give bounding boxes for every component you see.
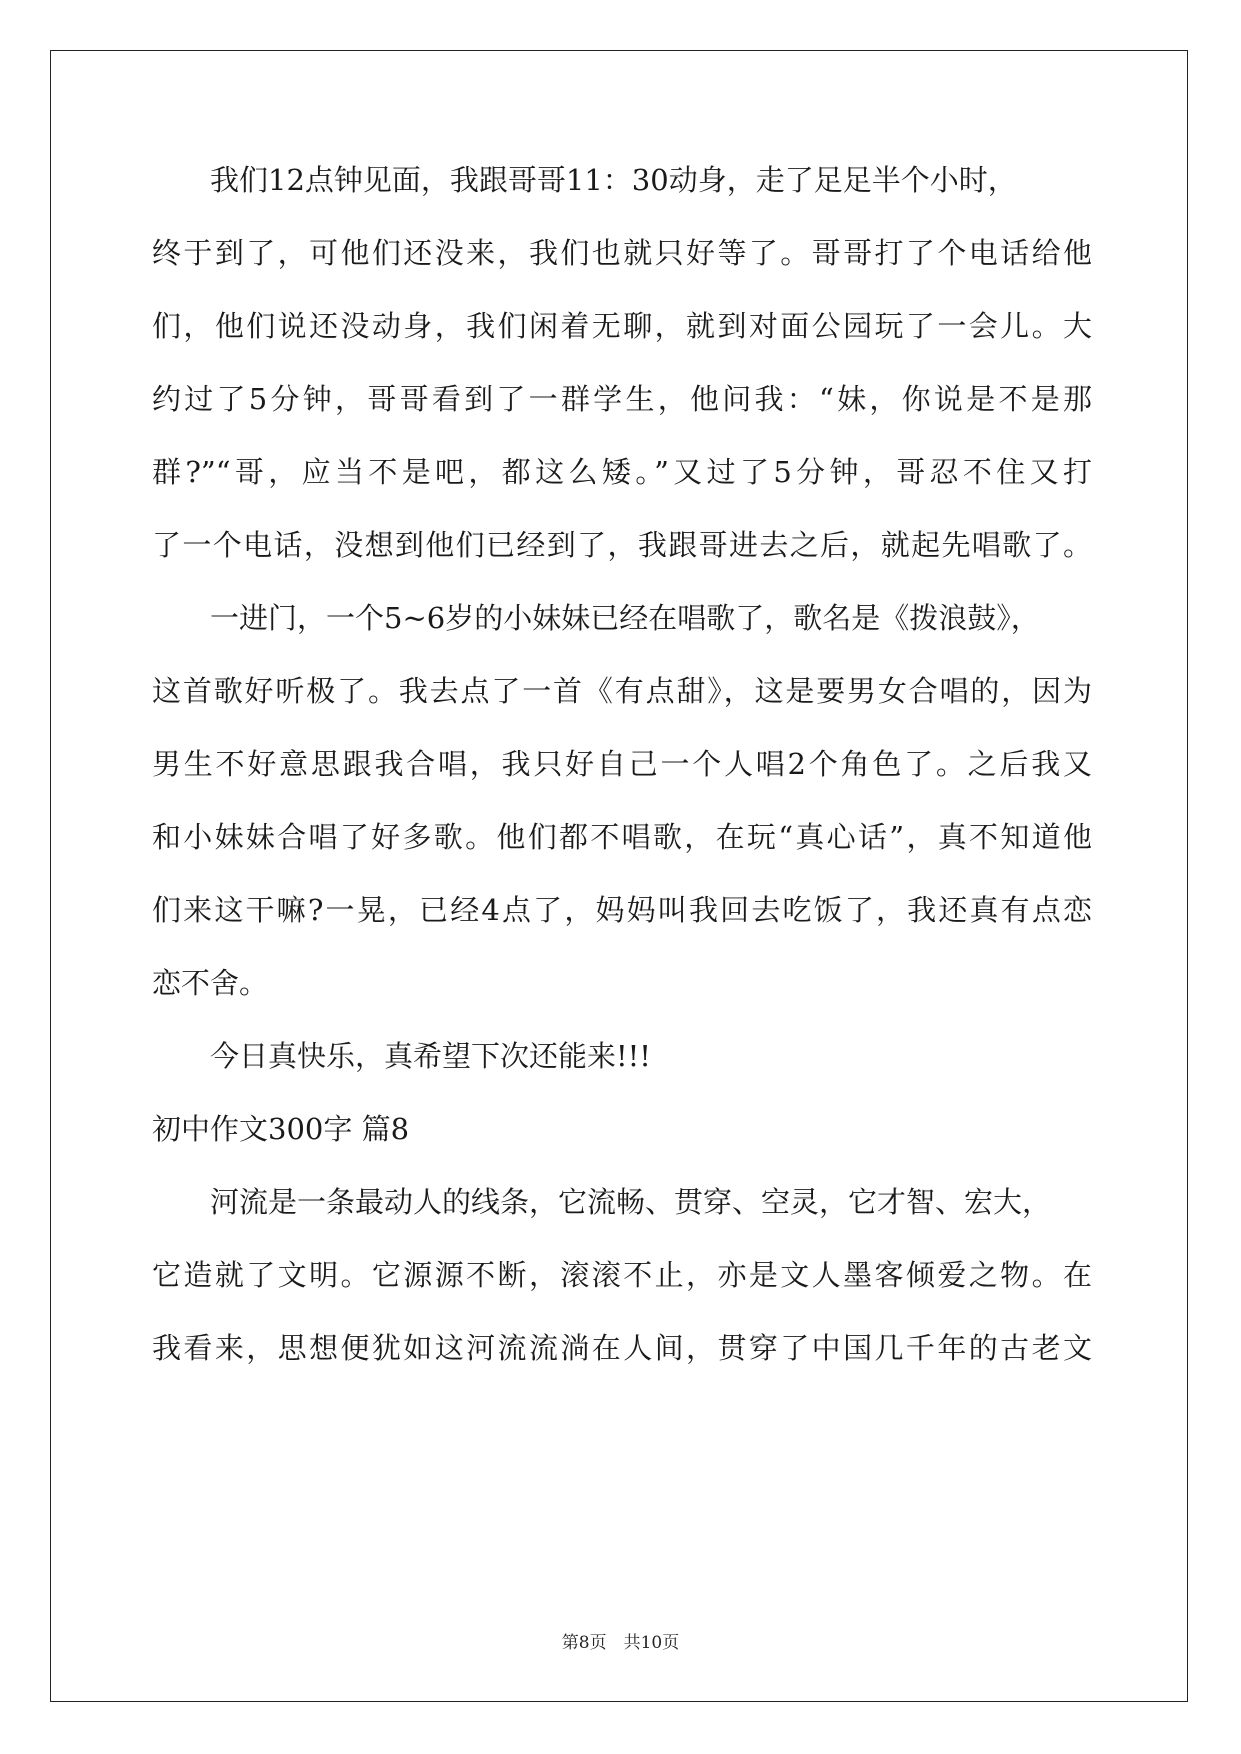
paragraph-line: 今日真快乐，真希望下次还能来!!! (210, 1039, 651, 1073)
paragraph-line: 我们12点钟见面，我跟哥哥11：30动身，走了足足半个小时， (210, 163, 1017, 197)
paragraph-line: 一进门，一个5~6岁的小妹妹已经在唱歌了，歌名是《拨浪鼓》， (210, 601, 1040, 635)
paragraph-line: 们，他们说还没动身，我们闲着无聊，就到对面公园玩了一会儿。大 (152, 309, 1092, 343)
paragraph-line: 了一个电话，没想到他们已经到了，我跟哥进去之后，就起先唱歌了。 (152, 528, 1092, 562)
page-number-footer: 第8页 共10页 (561, 1633, 680, 1653)
paragraph-line: 终于到了，可他们还没来，我们也就只好等了。哥哥打了个电话给他 (152, 236, 1092, 270)
paragraph-line: 和小妹妹合唱了好多歌。他们都不唱歌，在玩“真心话”，真不知道他 (152, 820, 1092, 854)
section-heading: 初中作文300字 篇8 (152, 1112, 410, 1146)
paragraph-line: 它造就了文明。它源源不断，滚滚不止，亦是文人墨客倾爱之物。在 (152, 1258, 1092, 1292)
paragraph-line: 河流是一条最动人的线条，它流畅、贯穿、空灵，它才智、宏大， (210, 1185, 1052, 1219)
paragraph-line: 我看来，思想便犹如这河流流淌在人间，贯穿了中国几千年的古老文 (152, 1331, 1092, 1365)
paragraph-line: 约过了5分钟，哥哥看到了一群学生，他问我：“妹，你说是不是那 (152, 382, 1092, 416)
page-border (50, 50, 1188, 1702)
paragraph-line: 恋不舍。 (152, 966, 269, 1000)
paragraph-line: 们来这干嘛?一晃，已经4点了，妈妈叫我回去吃饭了，我还真有点恋 (152, 893, 1092, 927)
paragraph-line: 群?”“哥，应当不是吧，都这么矮。”又过了5分钟，哥忍不住又打 (152, 455, 1092, 489)
paragraph-line: 这首歌好听极了。我去点了一首《有点甜》，这是要男女合唱的，因为 (152, 674, 1092, 708)
paragraph-line: 男生不好意思跟我合唱，我只好自己一个人唱2个角色了。之后我又 (152, 747, 1092, 781)
